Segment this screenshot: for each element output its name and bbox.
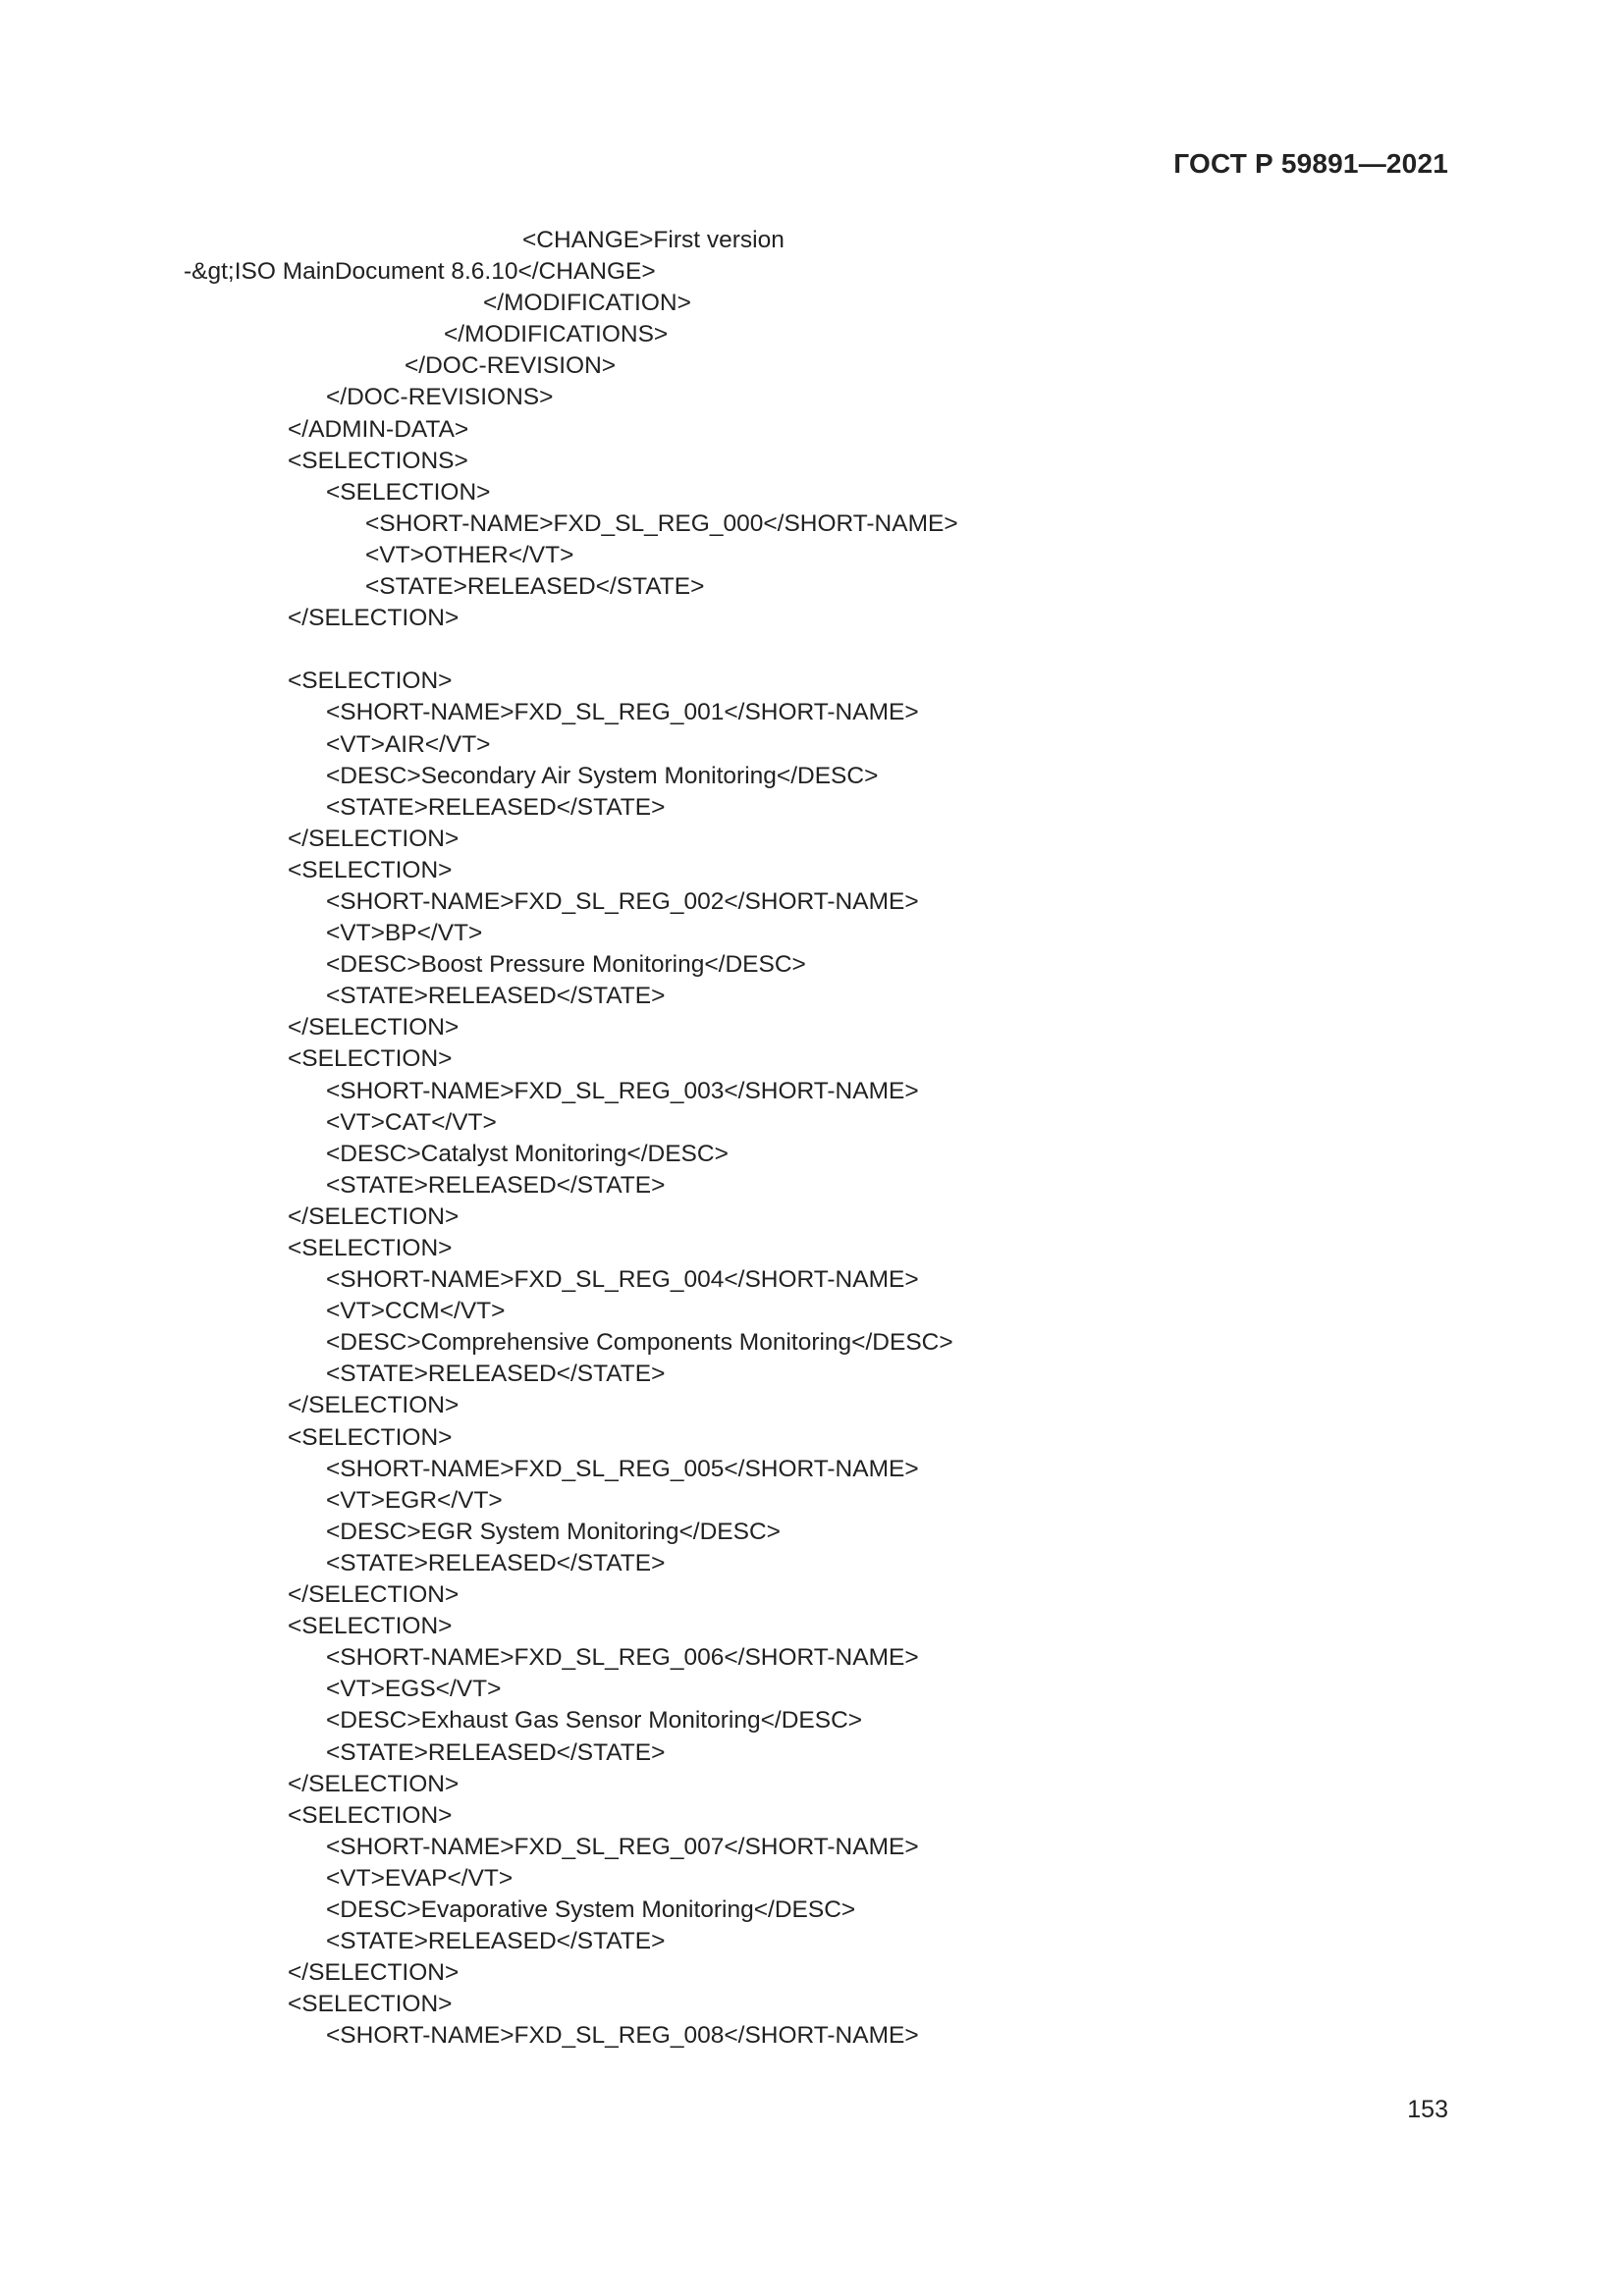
code-line-text: <SELECTION>: [288, 1613, 453, 1640]
code-line: [0, 1926, 1624, 1957]
code-line-text: <CHANGE>First version: [522, 227, 785, 253]
code-line-text: <STATE>RELEASED</STATE>: [326, 793, 666, 821]
code-line: [0, 792, 1624, 824]
code-line: [0, 981, 1624, 1012]
code-line: [0, 414, 1624, 446]
code-line-text: <DESC>Secondary Air System Monitoring</DESC>: [326, 762, 879, 789]
code-line: [0, 350, 1624, 382]
code-line: [0, 1832, 1624, 1863]
code-line: [0, 319, 1624, 350]
code-line: [0, 1170, 1624, 1201]
code-line-text: </SELECTION>: [288, 1202, 460, 1230]
code-line-text: </SELECTION>: [288, 1014, 460, 1041]
code-line-text: <DESC>Boost Pressure Monitoring</DESC>: [326, 951, 806, 979]
code-line: [0, 1107, 1624, 1139]
code-line-text: <SELECTION>: [288, 1235, 453, 1261]
code-line: [0, 1705, 1624, 1736]
code-line: [0, 1957, 1624, 1989]
code-line: [0, 1264, 1624, 1296]
code-line-text: <SELECTION>: [288, 856, 453, 883]
code-line-text: </DOC-REVISIONS>: [326, 384, 554, 411]
code-line-text: <VT>AIR</VT>: [326, 730, 491, 758]
code-line-text: </SELECTION>: [288, 1770, 460, 1797]
code-line-text: <SHORT-NAME>FXD_SL_REG_004</SHORT-NAME>: [326, 1266, 919, 1294]
code-line-text: <DESC>Comprehensive Components Monitoring</DESC>: [326, 1329, 953, 1357]
code-line: [0, 666, 1624, 697]
code-line-text: <STATE>RELEASED</STATE>: [365, 573, 705, 601]
code-line: [0, 1989, 1624, 2020]
code-line: [0, 1737, 1624, 1769]
code-line: [0, 382, 1624, 413]
code-line-text: <SELECTIONS>: [288, 447, 468, 474]
code-line-text: <STATE>RELEASED</STATE>: [326, 1171, 666, 1199]
code-line-text: </DOC-REVISION>: [405, 352, 617, 380]
code-line: [0, 855, 1624, 886]
code-line: [0, 1674, 1624, 1705]
code-line: [0, 1043, 1624, 1075]
code-line: [0, 256, 1624, 288]
code-line-text: <SHORT-NAME>FXD_SL_REG_002</SHORT-NAME>: [326, 887, 919, 915]
code-line-text: <STATE>RELEASED</STATE>: [326, 1928, 666, 1955]
code-line-text: <SHORT-NAME>FXD_SL_REG_001</SHORT-NAME>: [326, 699, 919, 726]
code-line-text: <SHORT-NAME>FXD_SL_REG_003</SHORT-NAME>: [326, 1077, 919, 1104]
code-line-text: <SHORT-NAME>FXD_SL_REG_006</SHORT-NAME>: [326, 1644, 919, 1672]
code-line: [0, 540, 1624, 571]
code-line-text: -&gt;ISO MainDocument 8.6.10</CHANGE>: [184, 258, 656, 286]
code-line-text: <SELECTION>: [288, 667, 453, 695]
code-line-text: <SELECTION>: [288, 1423, 453, 1451]
code-line: [0, 288, 1624, 319]
code-line: [0, 571, 1624, 603]
code-line: [0, 1548, 1624, 1579]
code-line: [0, 1611, 1624, 1642]
code-line: [0, 477, 1624, 508]
code-line: [0, 1579, 1624, 1611]
blank-line: [0, 634, 1624, 666]
code-line-text: <VT>CAT</VT>: [326, 1108, 497, 1136]
code-line-text: </MODIFICATIONS>: [444, 321, 669, 348]
code-line-text: <VT>EGS</VT>: [326, 1676, 502, 1703]
code-line-text: <DESC>Catalyst Monitoring</DESC>: [326, 1140, 729, 1167]
code-line: [0, 1233, 1624, 1264]
code-line: [0, 1485, 1624, 1517]
code-line-text: <DESC>EGR System Monitoring</DESC>: [326, 1518, 781, 1545]
code-line: [0, 225, 1624, 256]
code-line-text: </MODIFICATION>: [483, 290, 691, 317]
code-line-text: <SELECTION>: [326, 478, 491, 506]
code-line-text: <SELECTION>: [288, 1045, 453, 1073]
code-line: [0, 918, 1624, 949]
code-line: [0, 886, 1624, 918]
code-line: [0, 603, 1624, 634]
code-line: [0, 824, 1624, 855]
code-line-text: <STATE>RELEASED</STATE>: [326, 1738, 666, 1766]
code-line-text: </SELECTION>: [288, 1392, 460, 1419]
code-line: [0, 1517, 1624, 1548]
code-line: [0, 2020, 1624, 2052]
code-line: [0, 1642, 1624, 1674]
code-line-text: </SELECTION>: [288, 825, 460, 852]
code-line: [0, 729, 1624, 761]
code-line: [0, 949, 1624, 981]
code-line: [0, 508, 1624, 540]
code-line-text: <VT>EVAP</VT>: [326, 1864, 514, 1892]
code-line-text: <SELECTION>: [288, 1801, 453, 1829]
code-line-text: <SHORT-NAME>FXD_SL_REG_000</SHORT-NAME>: [365, 509, 958, 537]
code-line-text: <VT>OTHER</VT>: [365, 541, 574, 568]
code-line-text: </SELECTION>: [288, 1959, 460, 1987]
code-line-text: </ADMIN-DATA>: [288, 415, 469, 443]
code-line: [0, 1863, 1624, 1895]
code-line: [0, 1454, 1624, 1485]
code-line: [0, 1296, 1624, 1327]
code-line-text: <VT>EGR</VT>: [326, 1486, 503, 1514]
code-line-text: <VT>CCM</VT>: [326, 1298, 506, 1325]
code-line: [0, 1359, 1624, 1390]
code-line-text: <STATE>RELEASED</STATE>: [326, 1361, 666, 1388]
code-line-text: <DESC>Exhaust Gas Sensor Monitoring</DESC>: [326, 1707, 863, 1735]
code-line: [0, 1769, 1624, 1800]
code-line: [0, 1076, 1624, 1107]
code-line: [0, 446, 1624, 477]
code-line: [0, 761, 1624, 792]
code-line-text: <SHORT-NAME>FXD_SL_REG_005</SHORT-NAME>: [326, 1455, 919, 1482]
code-line-text: <VT>BP</VT>: [326, 920, 483, 947]
code-line-text: <STATE>RELEASED</STATE>: [326, 1549, 666, 1576]
code-line: [0, 1800, 1624, 1832]
code-line: [0, 1139, 1624, 1170]
code-line-text: <DESC>Evaporative System Monitoring</DESC>: [326, 1896, 856, 1923]
code-line: [0, 1390, 1624, 1421]
page-header: ГОСТ Р 59891—2021: [1173, 148, 1448, 179]
code-line-text: <STATE>RELEASED</STATE>: [326, 983, 666, 1010]
code-line-text: <SHORT-NAME>FXD_SL_REG_007</SHORT-NAME>: [326, 1833, 919, 1860]
xml-code-block: [0, 225, 1624, 2052]
code-line: [0, 1012, 1624, 1043]
page-number: 153: [1407, 2096, 1448, 2123]
code-line: [0, 1201, 1624, 1233]
code-line-text: <SELECTION>: [288, 1991, 453, 2018]
code-line-text: </SELECTION>: [288, 1581, 460, 1609]
code-line: [0, 1422, 1624, 1454]
code-line-text: </SELECTION>: [288, 605, 460, 632]
code-line: [0, 697, 1624, 728]
code-line: [0, 1327, 1624, 1359]
code-line-text: <SHORT-NAME>FXD_SL_REG_008</SHORT-NAME>: [326, 2022, 919, 2050]
code-line: [0, 1895, 1624, 1926]
